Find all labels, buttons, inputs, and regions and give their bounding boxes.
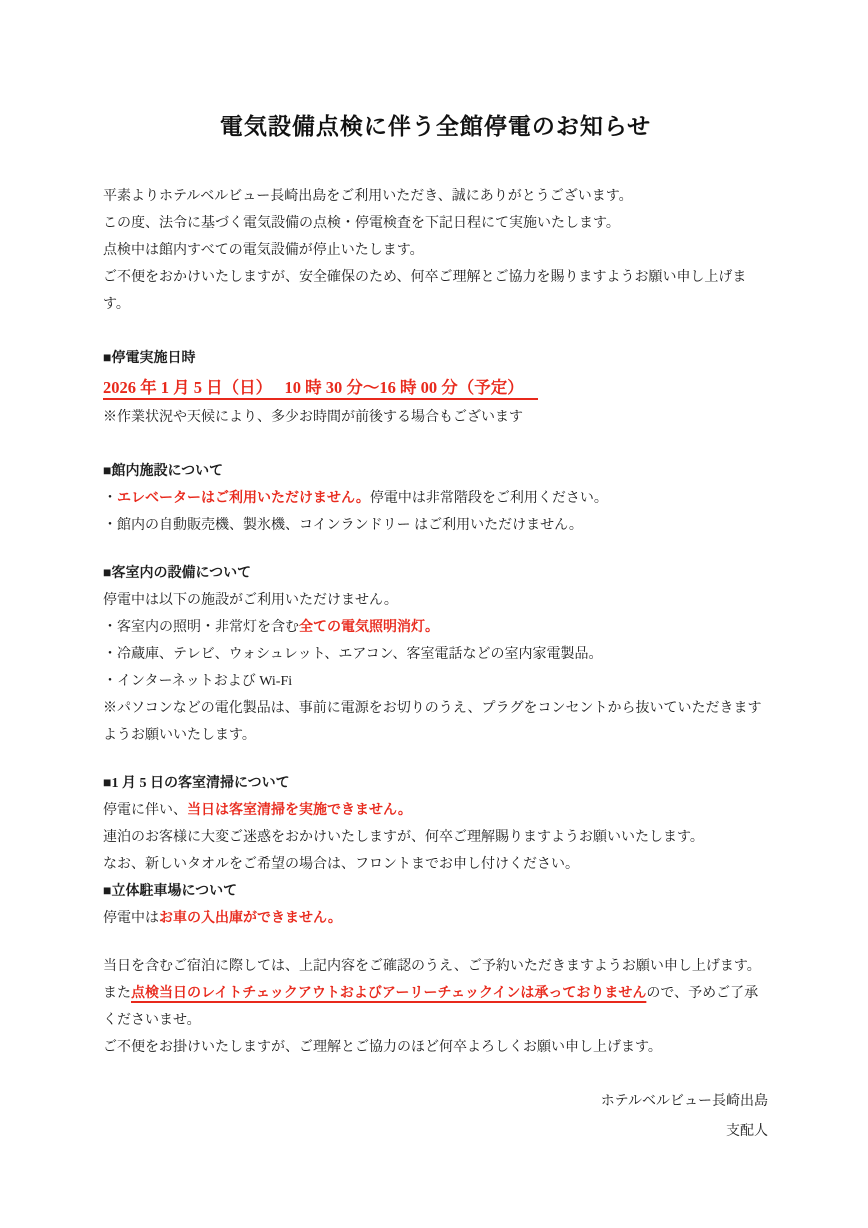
outage-schedule-note: ※作業状況や天候により、多少お時間が前後する場合もございます: [103, 410, 523, 425]
section-room-cleaning: [103, 770, 768, 878]
facilities-item-elevator: [103, 485, 768, 512]
facilities-item-vending: ・館内の自動販売機、製氷機、コインランドリー はご利用いただけません。: [103, 518, 583, 533]
intro-line-1: 平素よりホテルベルビュー長崎出島をご利用いただき、誠にありがとうございます。: [103, 189, 633, 204]
parking-prefix: 停電中は: [103, 911, 159, 926]
outage-datetime: 2026 年 1 月 5 日（日） 10 時 30 分～16 時 00 分（予定）: [103, 378, 538, 400]
closing-line-2-suffix: ので、予めご了承くださいませ。: [103, 986, 759, 1028]
room-cleaning-line-3: なお、新しいタオルをご希望の場合は、フロントまでお申し付けください。: [103, 857, 579, 872]
room-cleaning-prefix: 停電に伴い、: [103, 803, 187, 818]
room-cleaning-line-2: 連泊のお客様に大変ご迷惑をおかけいたしますが、何卒ご理解賜りますようお願いいたします。: [103, 830, 704, 845]
facilities-item-elevator-emphasis: エレベーターはご利用いただけません。: [117, 491, 370, 506]
guest-room-heading: ■客室内の設備について: [103, 566, 252, 581]
guest-room-item-internet: ・インターネットおよび Wi-Fi: [103, 674, 293, 689]
closing-line-2: [103, 980, 768, 1034]
guest-room-intro: 停電中は以下の施設がご利用いただけません。: [103, 593, 398, 608]
guest-room-item-appliances: ・冷蔵庫、テレビ、ウォシュレット、エアコン、客室電話などの室内家電製品。: [103, 647, 603, 662]
section-parking: [103, 878, 768, 932]
guest-room-note: ※パソコンなどの電化製品は、事前に電源をお切りのうえ、プラグをコンセントから抜いていただきますようお願いいたします。: [103, 701, 762, 743]
room-cleaning-heading: ■1 月 5 日の客室清掃について: [103, 776, 290, 791]
signature-company: ホテルベルビュー長崎出島: [600, 1094, 768, 1109]
bullet: ・: [103, 491, 117, 506]
closing-line-2-prefix: また: [103, 986, 131, 1001]
parking-emphasis: お車の入出庫ができません。: [159, 911, 342, 926]
room-cleaning-emphasis: 当日は客室清掃を実施できません。: [187, 803, 412, 818]
section-guest-room: [103, 560, 768, 749]
closing-line-3: ご不便をお掛けいたしますが、ご理解とご協力のほど何卒よろしくお願い申し上げます。: [103, 1040, 662, 1055]
parking-heading: ■立体駐車場について: [103, 884, 238, 899]
intro-paragraph: [103, 183, 768, 318]
signature-block: [103, 1087, 768, 1147]
intro-line-2: この度、法令に基づく電気設備の点検・停電検査を下記日程にて実施いたします。: [103, 216, 620, 231]
closing-line-2-emphasis: 点検当日のレイトチェックアウトおよびアーリーチェックインは承っておりません: [131, 986, 647, 1001]
facilities-item-elevator-rest: 停電中は非常階段をご利用ください。: [369, 491, 608, 506]
page-title: 電気設備点検に伴う全館停電のお知らせ: [219, 114, 652, 139]
section-closing: [103, 953, 768, 1061]
guest-room-item-lighting: [103, 614, 768, 641]
outage-datetime-line: [103, 372, 768, 404]
facilities-heading: ■館内施設について: [103, 464, 224, 479]
section-outage-schedule: [103, 345, 768, 431]
intro-line-4: ご不便をおかけいたしますが、安全確保のため、何卒ご理解とご協力を賜りますようお願い申し上げます。: [103, 270, 747, 312]
signature-role: 支配人: [726, 1124, 768, 1139]
section-facilities: [103, 458, 768, 539]
intro-line-3: 点検中は館内すべての電気設備が停止いたします。: [103, 243, 424, 258]
guest-room-item-lighting-prefix: ・客室内の照明・非常灯を含む: [103, 620, 299, 635]
outage-schedule-heading: ■停電実施日時: [103, 351, 196, 366]
guest-room-item-lighting-emphasis: 全ての電気照明消灯。: [299, 620, 439, 635]
parking-line: [103, 905, 768, 932]
closing-line-1: 当日を含むご宿泊に際しては、上記内容をご確認のうえ、ご予約いただきますようお願い申し上げます。: [103, 959, 761, 974]
room-cleaning-line-1: [103, 797, 768, 824]
